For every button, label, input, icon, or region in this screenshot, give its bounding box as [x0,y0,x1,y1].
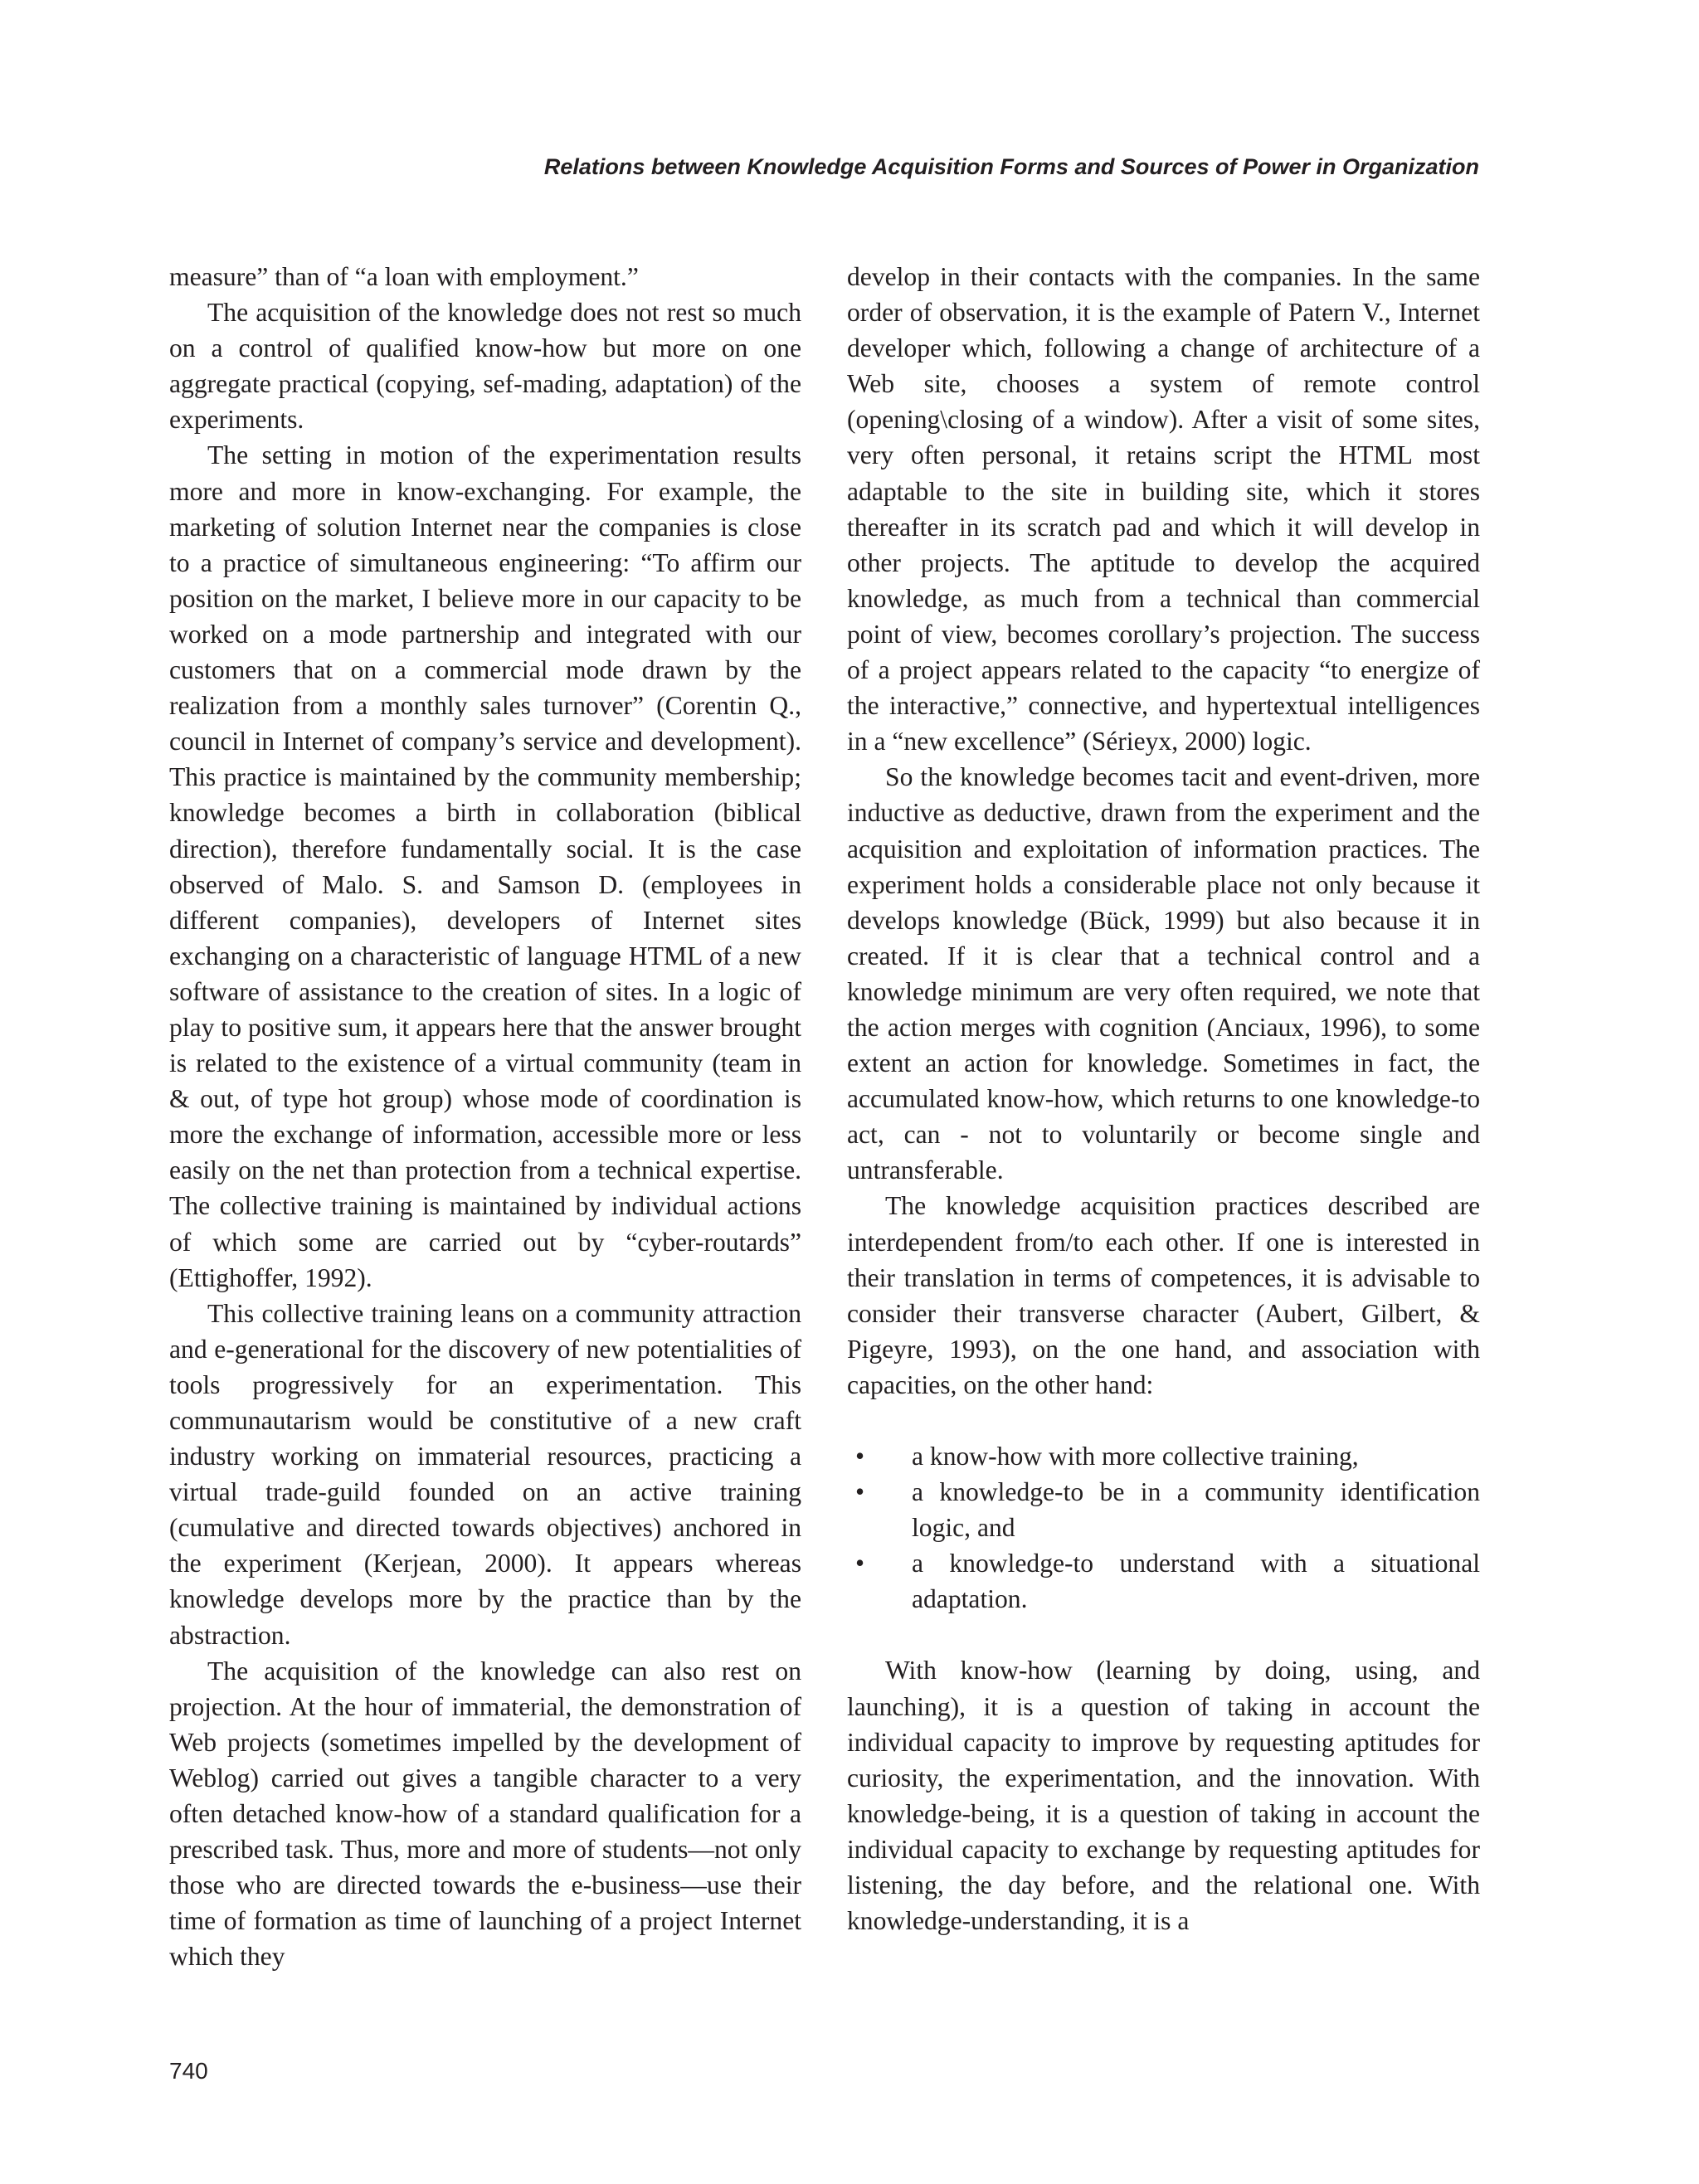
list-item [847,1438,1480,1474]
bullet-icon: • [855,1442,865,1471]
running-header: Relations between Knowledge Acquisition Forms and Sources of Power in Organization [543,154,1479,179]
list-item [847,1474,1480,1545]
paragraph: The acquisition of the knowledge does not rest so much on a control of qualified know-how but more on one aggregate practical (copying, sef-mading, adaptation) of the experiments. [169,298,801,435]
bullet-icon: • [855,1477,865,1507]
paragraph: The acquisition of the knowledge can also rest on projection. At the hour of immaterial, the demonstration of Web projects (sometimes impelled by the development of Weblog) carried out gives a tangible character to a very often detached know-how of a standard qualification for a prescribed task. Thus, more and more of students—not only those who are directed towards the e-business—use their time of formation as time of launching of a project Internet which they [169,1656,801,1972]
bullet-list [847,1438,1480,1617]
list-item-text: a knowledge-to be in a community identification logic, and [912,1477,1480,1543]
list-item-text: a knowledge-to understand with a situational adaptation. [912,1549,1480,1614]
bullet-icon: • [855,1549,865,1578]
list-item [847,1545,1480,1617]
paragraph: With know-how (learning by doing, using, and launching), it is a question of taking in account the individual capacity to improve by requesting aptitudes for curiosity, the experimentation, and the innovation. With knowledge-being, it is a question of taking in account the individual capacity to exchange by requesting aptitudes for listening, the day before, and the relational one. With knowledge-understanding, it is a [847,1656,1480,1936]
paragraph: This collective training leans on a community attraction and e-generational for the discovery of new potentialities of tools progressively for an experimentation. This communautarism would be constitutive of a new craft industry working on immaterial resources, practicing a virtual trade-guild founded on an active training (cumulative and directed towards objectives) anchored in the experiment (Kerjean, 2000). It appears whereas knowledge develops more by the practice than by the abstraction. [169,1298,801,1650]
paragraph: So the knowledge becomes tacit and event-driven, more inductive as deductive, drawn from the experiment and the acquisition and exploitation of information practices. The experiment holds a considerable place not only because it develops knowledge (Bück, 1999) but also because it in created. If it is clear that a technical control and a knowledge minimum are very often required, we note that the action merges with cognition (Anciaux, 1996), to some extent an action for knowledge. Sometimes in fact, the accumulated know-how, which returns to one knowledge-to act, can - not to voluntarily or become single and untransferable. [847,762,1480,1185]
paragraph: The knowledge acquisition practices described are interdependent from/to each other. If one is interested in their translation in terms of competences, it is advisable to consider their transverse character (Aubert, Gilbert, & Pigeyre, 1993), on the one hand, and association with capacities, on the other hand: [847,1191,1480,1399]
left-column [169,259,801,1975]
paragraph: The setting in motion of the experimentation results more and more in know-exchanging. For example, the marketing of solution Internet near the companies is close to a practice of simultaneous engineering: “To affirm our position on the market, I believe more in our capacity to be worked on a mode partnership and integrated with our customers that on a commercial mode drawn by the realization from a monthly sales turnover” (Corentin Q., council in Internet of company’s service and development). This practice is maintained by the community membership; knowledge becomes a birth in collaboration (biblical direction), therefore fundamentally social. It is the case observed of Malo. S. and Samson D. (employees in different companies), developers of Internet sites exchanging on a characteristic of language HTML of a new software of assistance to the creation of sites. In a logic of play to positive sum, it appears here that the answer brought is related to the existence of a virtual community (team in & out, of type hot group) whose mode of coordination is more the exchange of information, accessible more or less easily on the net than protection from a technical expertise. The collective training is maintained by individual actions of which some are carried out by “cyber-routards” (Ettighoffer, 1992). [169,440,801,1292]
paragraph: develop in their contacts with the companies. In the same order of observation, it is the example of Patern V., Internet developer which, following a change of architecture of a Web site, chooses a system of remote control (opening\closing of a window). After a visit of some sites, very often personal, it retains script the HTML most adaptable to the site in building site, which it stores thereafter in its scratch pad and which it will develop in other projects. The aptitude to develop the acquired knowledge, as much from a technical than commercial point of view, becomes corollary’s projection. The success of a project appears related to the capacity “to energize of the interactive,” connective, and hypertextual intelligences in a “new excellence” (Sérieyx, 2000) logic. [847,262,1480,756]
right-column [847,259,1480,1938]
list-item-text: a know-how with more collective training, [912,1442,1359,1471]
paragraph: measure” than of “a loan with employment.” [169,262,639,291]
page-number: 740 [169,2058,208,2084]
